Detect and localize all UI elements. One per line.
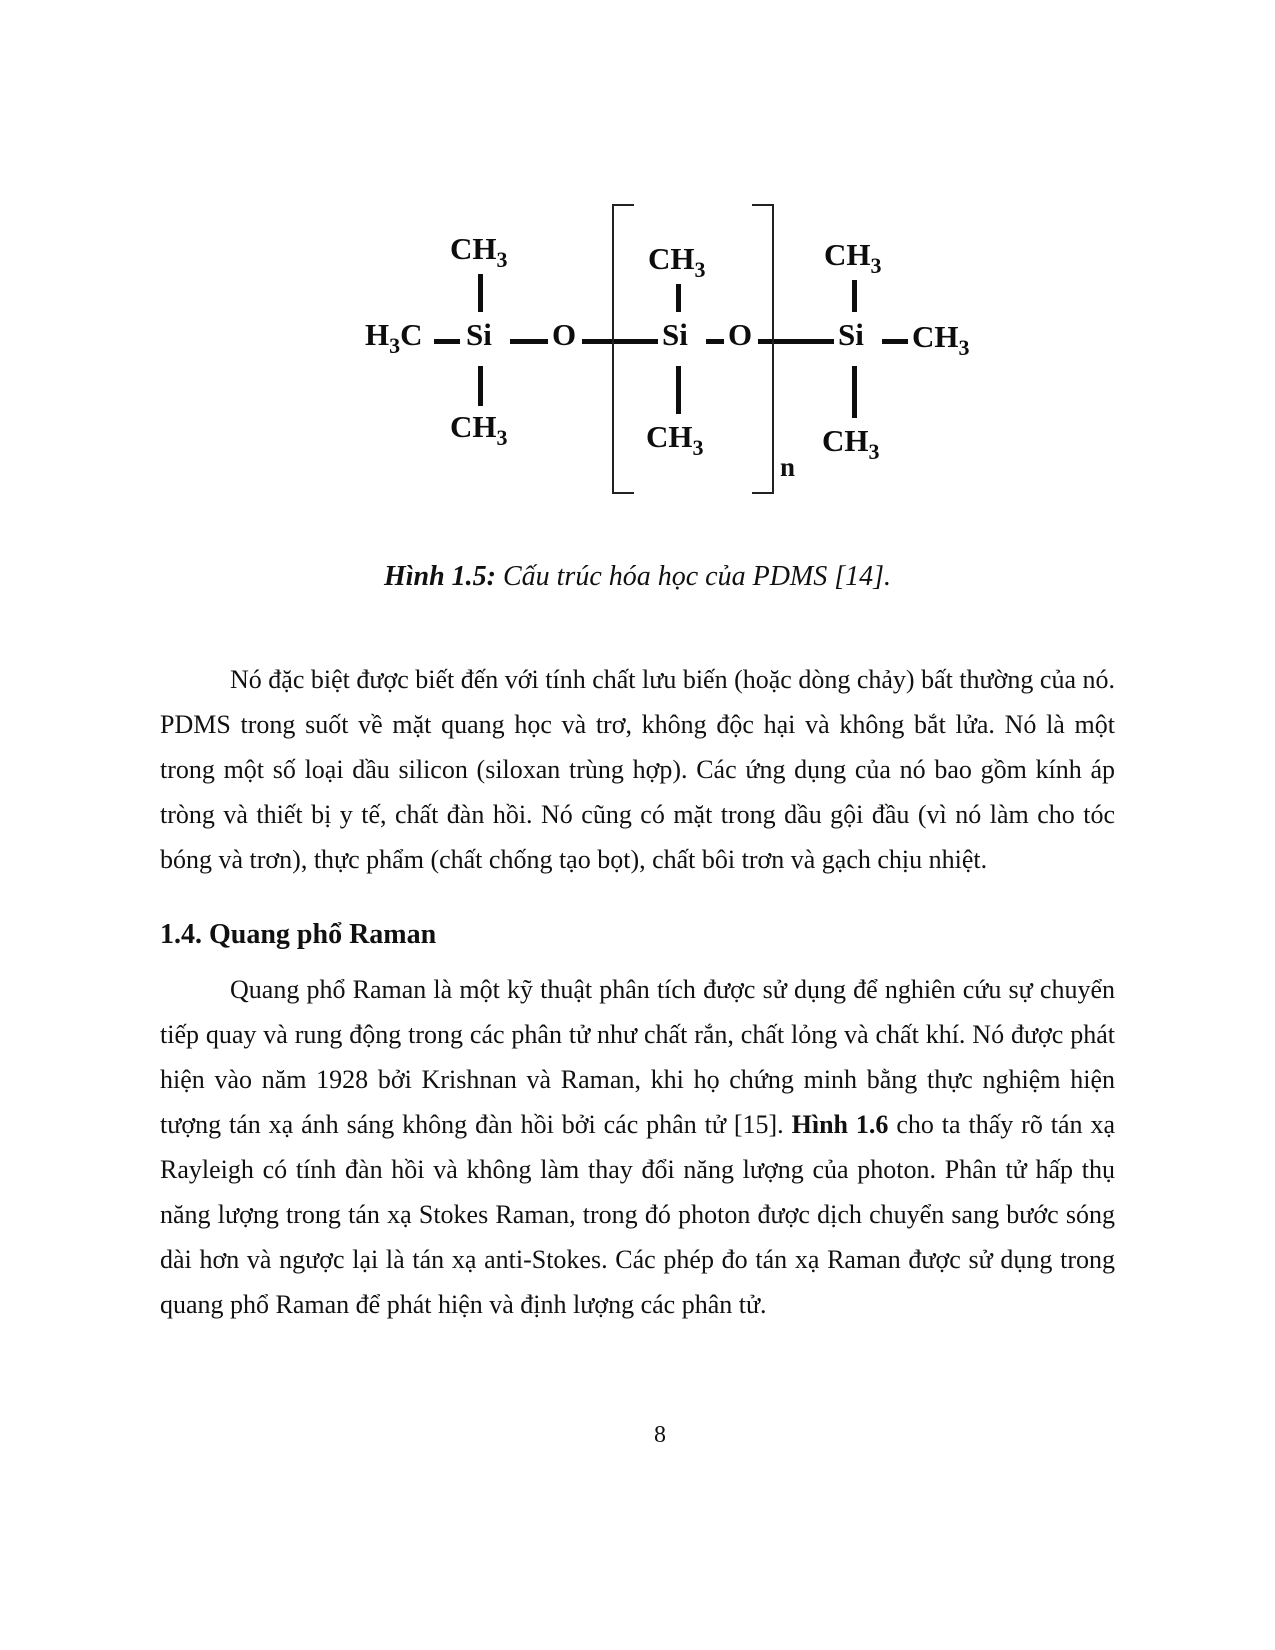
- paragraph-raman-spectroscopy: [160, 967, 1115, 1327]
- bond: [434, 339, 460, 344]
- paragraph-pdms-properties: Nó đặc biệt được biết đến với tính chất lưu biến (hoặc dòng chảy) bất thường của nó. PDMS trong suốt về mặt quang học và trơ, không độc hại và không bắt lửa. Nó là một trong một số loại dầu silicon (siloxan trùng hợp). Các ứng dụng của nó bao gồm kính áp tròng và thiết bị y tế, chất đàn hồi. Nó cũng có mặt trong dầu gội đầu (vì nó làm cho tóc bóng và trơn), thực phẩm (chất chống tạo bọt), chất bôi trơn và gạch chịu nhiệt.: [160, 665, 1115, 874]
- repeat-bracket-open: [612, 204, 634, 494]
- si-atom: Si: [466, 317, 492, 352]
- page-number: 8: [654, 1422, 666, 1448]
- methyl-label: [450, 410, 508, 449]
- bond: [882, 339, 908, 344]
- methyl-ch: CH: [912, 319, 959, 354]
- figure-caption: [160, 556, 1115, 598]
- methyl-ch: CH: [648, 241, 695, 276]
- silicon-label: [838, 318, 864, 352]
- oxygen-label: [728, 318, 752, 352]
- bond: [852, 280, 857, 312]
- methyl-label: [646, 420, 704, 459]
- repeat-count-label: n: [780, 452, 796, 482]
- paragraph-raman-part2: cho ta thấy rõ tán xạ Rayleigh có tính đàn hồi và không làm thay đổi năng lượng của photon. Phân tử hấp thụ năng lượng trong tán xạ Stokes Raman, trong đó photon được dịch chuyển sang bước sóng dài hơn và ngược lại là tán xạ anti-Stokes. Các phép đo tán xạ Raman được sử dụng trong quang phổ Raman để phát hiện và định lượng các phân tử.: [160, 1110, 1115, 1319]
- h3c-subscript: 3: [389, 333, 401, 358]
- figure-caption-label: Hình 1.5:: [383, 561, 496, 592]
- methyl-ch: CH: [450, 231, 497, 266]
- bond: [706, 339, 724, 344]
- figure-reference: Hình 1.6: [791, 1110, 889, 1139]
- h3c-label: [365, 318, 423, 357]
- bond: [676, 284, 681, 312]
- bond: [478, 366, 483, 406]
- methyl-subscript: 3: [868, 439, 880, 464]
- bond: [852, 366, 857, 418]
- si-atom: Si: [662, 317, 688, 352]
- silicon-label: [662, 318, 688, 352]
- methyl-subscript: 3: [958, 335, 970, 360]
- si-atom: Si: [838, 317, 864, 352]
- methyl-label: [912, 320, 970, 359]
- bond: [510, 339, 548, 344]
- o-atom: O: [728, 317, 753, 352]
- methyl-ch: CH: [646, 419, 693, 454]
- c-atom: C: [400, 317, 423, 352]
- methyl-subscript: 3: [496, 425, 508, 450]
- section-heading-1-4: 1.4. Quang phổ Raman: [160, 919, 437, 951]
- silicon-label: [466, 318, 492, 352]
- methyl-subscript: 3: [870, 253, 882, 278]
- methyl-ch: CH: [824, 237, 871, 272]
- methyl-ch: CH: [450, 409, 497, 444]
- bond: [676, 366, 681, 414]
- figure-caption-text: Cấu trúc hóa học của PDMS [14].: [495, 561, 892, 592]
- o-atom: O: [552, 317, 577, 352]
- methyl-label: [824, 238, 882, 277]
- methyl-label: [822, 424, 880, 463]
- methyl-subscript: 3: [496, 247, 508, 272]
- paragraph-raman-part1: Quang phổ Raman là một kỹ thuật phân tích được sử dụng để nghiên cứu sự chuyển tiếp quay và rung động trong các phân tử như chất rắn, chất lỏng và chất khí. Nó được phát hiện vào năm 1928 bởi Krishnan và Raman, khi họ chứng minh bằng thực nghiệm hiện tượng tán xạ ánh sáng không đàn hồi bởi các phân tử [15].: [160, 975, 1115, 1139]
- bond: [478, 274, 483, 312]
- repeat-bracket-close: [752, 204, 774, 494]
- methyl-label: [450, 232, 508, 271]
- oxygen-label: [552, 318, 576, 352]
- methyl-ch: CH: [822, 423, 869, 458]
- methyl-subscript: 3: [692, 435, 704, 460]
- methyl-subscript: 3: [694, 257, 706, 282]
- h-atom: H: [365, 317, 390, 352]
- methyl-label: [648, 242, 706, 281]
- pdms-structure-figure: [350, 190, 1030, 510]
